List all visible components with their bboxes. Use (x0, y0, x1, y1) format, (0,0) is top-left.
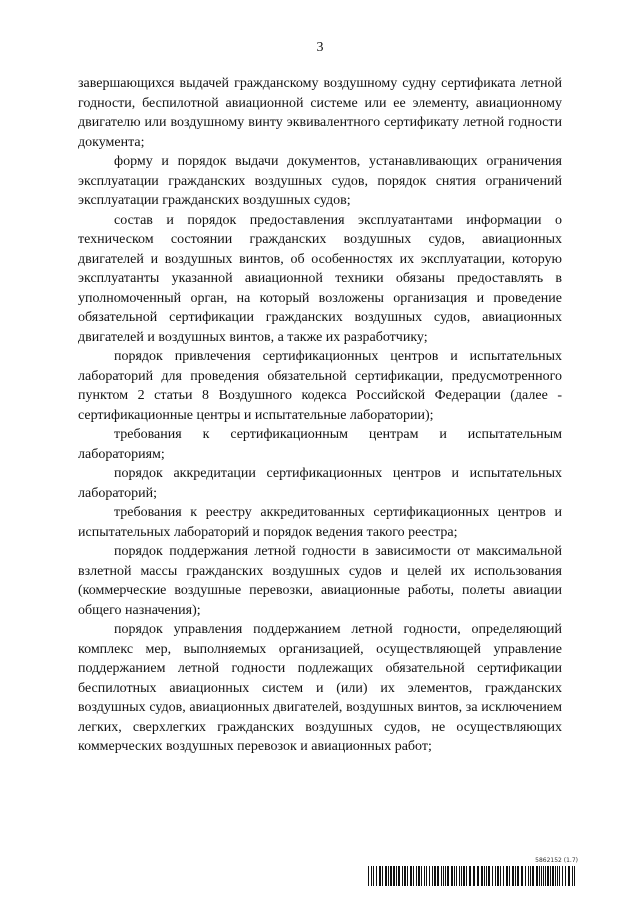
page-number: 3 (316, 40, 324, 55)
paragraph: форму и порядок выдачи документов, устанавливающих ограничения эксплуатации гражданских воздушных судов, порядок снятия ограничений эксплуатации гражданских воздушных судов; (78, 154, 562, 208)
paragraph: порядок поддержания летной годности в зависимости от максимальной взлетной массы гражданских воздушных судов и целей их использования (коммерческие воздушные перевозки, авиационные работы, полеты авиации общего назначения); (78, 544, 562, 618)
paragraph: порядок управления поддержанием летной годности, определяющий комплекс мер, выполняемых организацией, осуществляющей управление поддержанием летной годности подлежащих обязательной сертификации беспилотных авиационных систем и (или) их элементов, гражданских воздушных судов, авиационных двигателей, воздушных винтов, за исключением легких, сверхлегких гражданских воздушных судов, не осуществляющих коммерческих воздушных перевозок и авиационных работ; (78, 622, 562, 754)
paragraph: порядок аккредитации сертификационных центров и испытательных лабораторий; (78, 466, 562, 501)
document-body (78, 74, 562, 757)
paragraph: требования к реестру аккредитованных сертификационных центров и испытательных лабораторий и порядок ведения такого реестра; (78, 505, 562, 540)
barcode-caption: 5862152 (1.7) (535, 857, 578, 864)
barcode-icon (368, 866, 578, 886)
paragraph: порядок привлечения сертификационных центров и испытательных лабораторий для проведения обязательной сертификации, предусмотренного пунктом 2 статьи 8 Воздушного кодекса Российской Федерации (далее - сертификационные центры и испытательные лаборатории); (78, 349, 562, 423)
paragraph: требования к сертификационным центрам и испытательным лабораториям; (78, 427, 562, 462)
paragraph: состав и порядок предоставления эксплуатантами информации о техническом состоянии гражданских воздушных судов, авиационных двигателей и воздушных винтов, об особенностях их эксплуатации, которую эксплуатанты указанной авиационной техники обязаны предоставлять в уполномоченный орган, на который возложены организация и проведение обязательной сертификации гражданских воздушных судов, авиационных двигателей и воздушных винтов, а также их разработчику; (78, 212, 562, 345)
document-barcode (368, 857, 578, 887)
paragraph: завершающихся выдачей гражданскому воздушному судну сертификата летной годности, беспилотной авиационной системе или ее элементу, авиационному двигателю или воздушному винту эквивалентного сертификату летной годности документа; (78, 76, 562, 150)
